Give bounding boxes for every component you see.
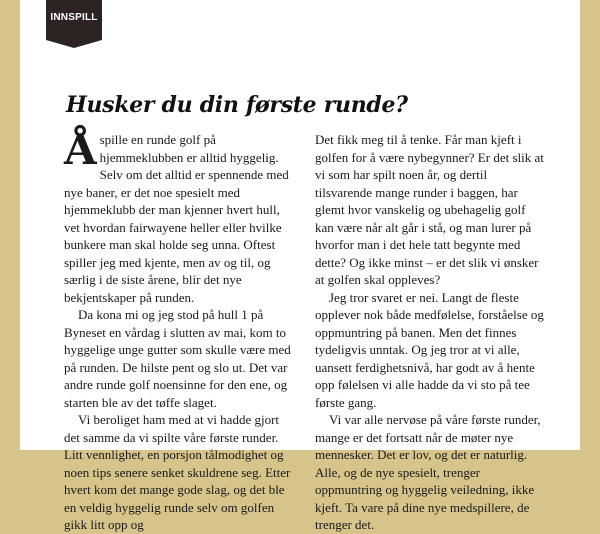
headline: Husker du din første runde? [66, 92, 408, 118]
article-page [20, 0, 580, 532]
left-column [64, 125, 296, 534]
paragraph: Jeg tror svaret er nei. Langt de fleste opplever nok både medfølelse, forståelse og oppmuntring på banen. Men det finnes tydeligvis unntak. Og jeg tror at vi alle, uansett ferdighetsnivå, har godt av å hente opp følelsen vi alle hadde da vi sto på tee første gang. [315, 289, 544, 410]
right-column [315, 131, 545, 534]
paragraph: Vi beroliget ham med at vi hadde gjort det samme da vi spilte våre første runder. Litt vennlighet, en porsjon tålmodighet og noen tips senere senket skuldrene seg. Etter hvert kom det mange gode slag, og det ble en veldig hyggelig runde selv om golfen gikk litt opp og [64, 412, 291, 532]
section-badge-label: INNSPILL [50, 12, 98, 23]
paragraph: Det fikk meg til å tenke. Får man kjeft i golfen for å være nybegynner? Er det slik at vi som har spilt noen år, og dertil tilsvarende mange runder i baggen, har glemt hvor vanskelig og ubehagelig golf kan være når alt går i stå, og man lurer på hvorfor man i det hele tatt begynte med dette? Og ikke minst – er det slik vi ønsker at golfen skal oppleves? [315, 132, 544, 287]
section-badge [46, 0, 102, 50]
badge-shape [46, 0, 102, 50]
paragraph: Da kona mi og jeg stod på hull 1 på Byneset en vårdag i slutten av mai, kom to hyggelige unge gutter som skulle være med på runden. De hilste pent og slo ut. Det var andre runde golf noensinne for den ene, og starten ble av det tøffe slaget. [64, 307, 291, 410]
drop-cap: Å [64, 125, 97, 174]
paragraph-text: spille en runde golf på hjemmeklubben er alltid hyggelig. Selv om det alltid er spennende med nye baner, er det noe spesielt med hjemmeklubb der man kjenner hvert hull, vet hvordan fairwayene heller eller hvilke bunkere man skal holde seg unna. Oftest spiller jeg med kjente, men av og til, og særlig i de siste årene, blir det nye bekjentskaper på runden. [64, 132, 289, 305]
paragraph [64, 125, 296, 306]
paragraph: Vi var alle nervøse på våre første runder, mange er det fortsatt når de møter nye mennesker. Det er lov, og det er naturlig. Alle, og de nye spesielt, trenger oppmuntring og hyggelig veiledning, ikke kjeft. Ta vare på dine nye medspillere, de trenger det. [315, 412, 541, 532]
